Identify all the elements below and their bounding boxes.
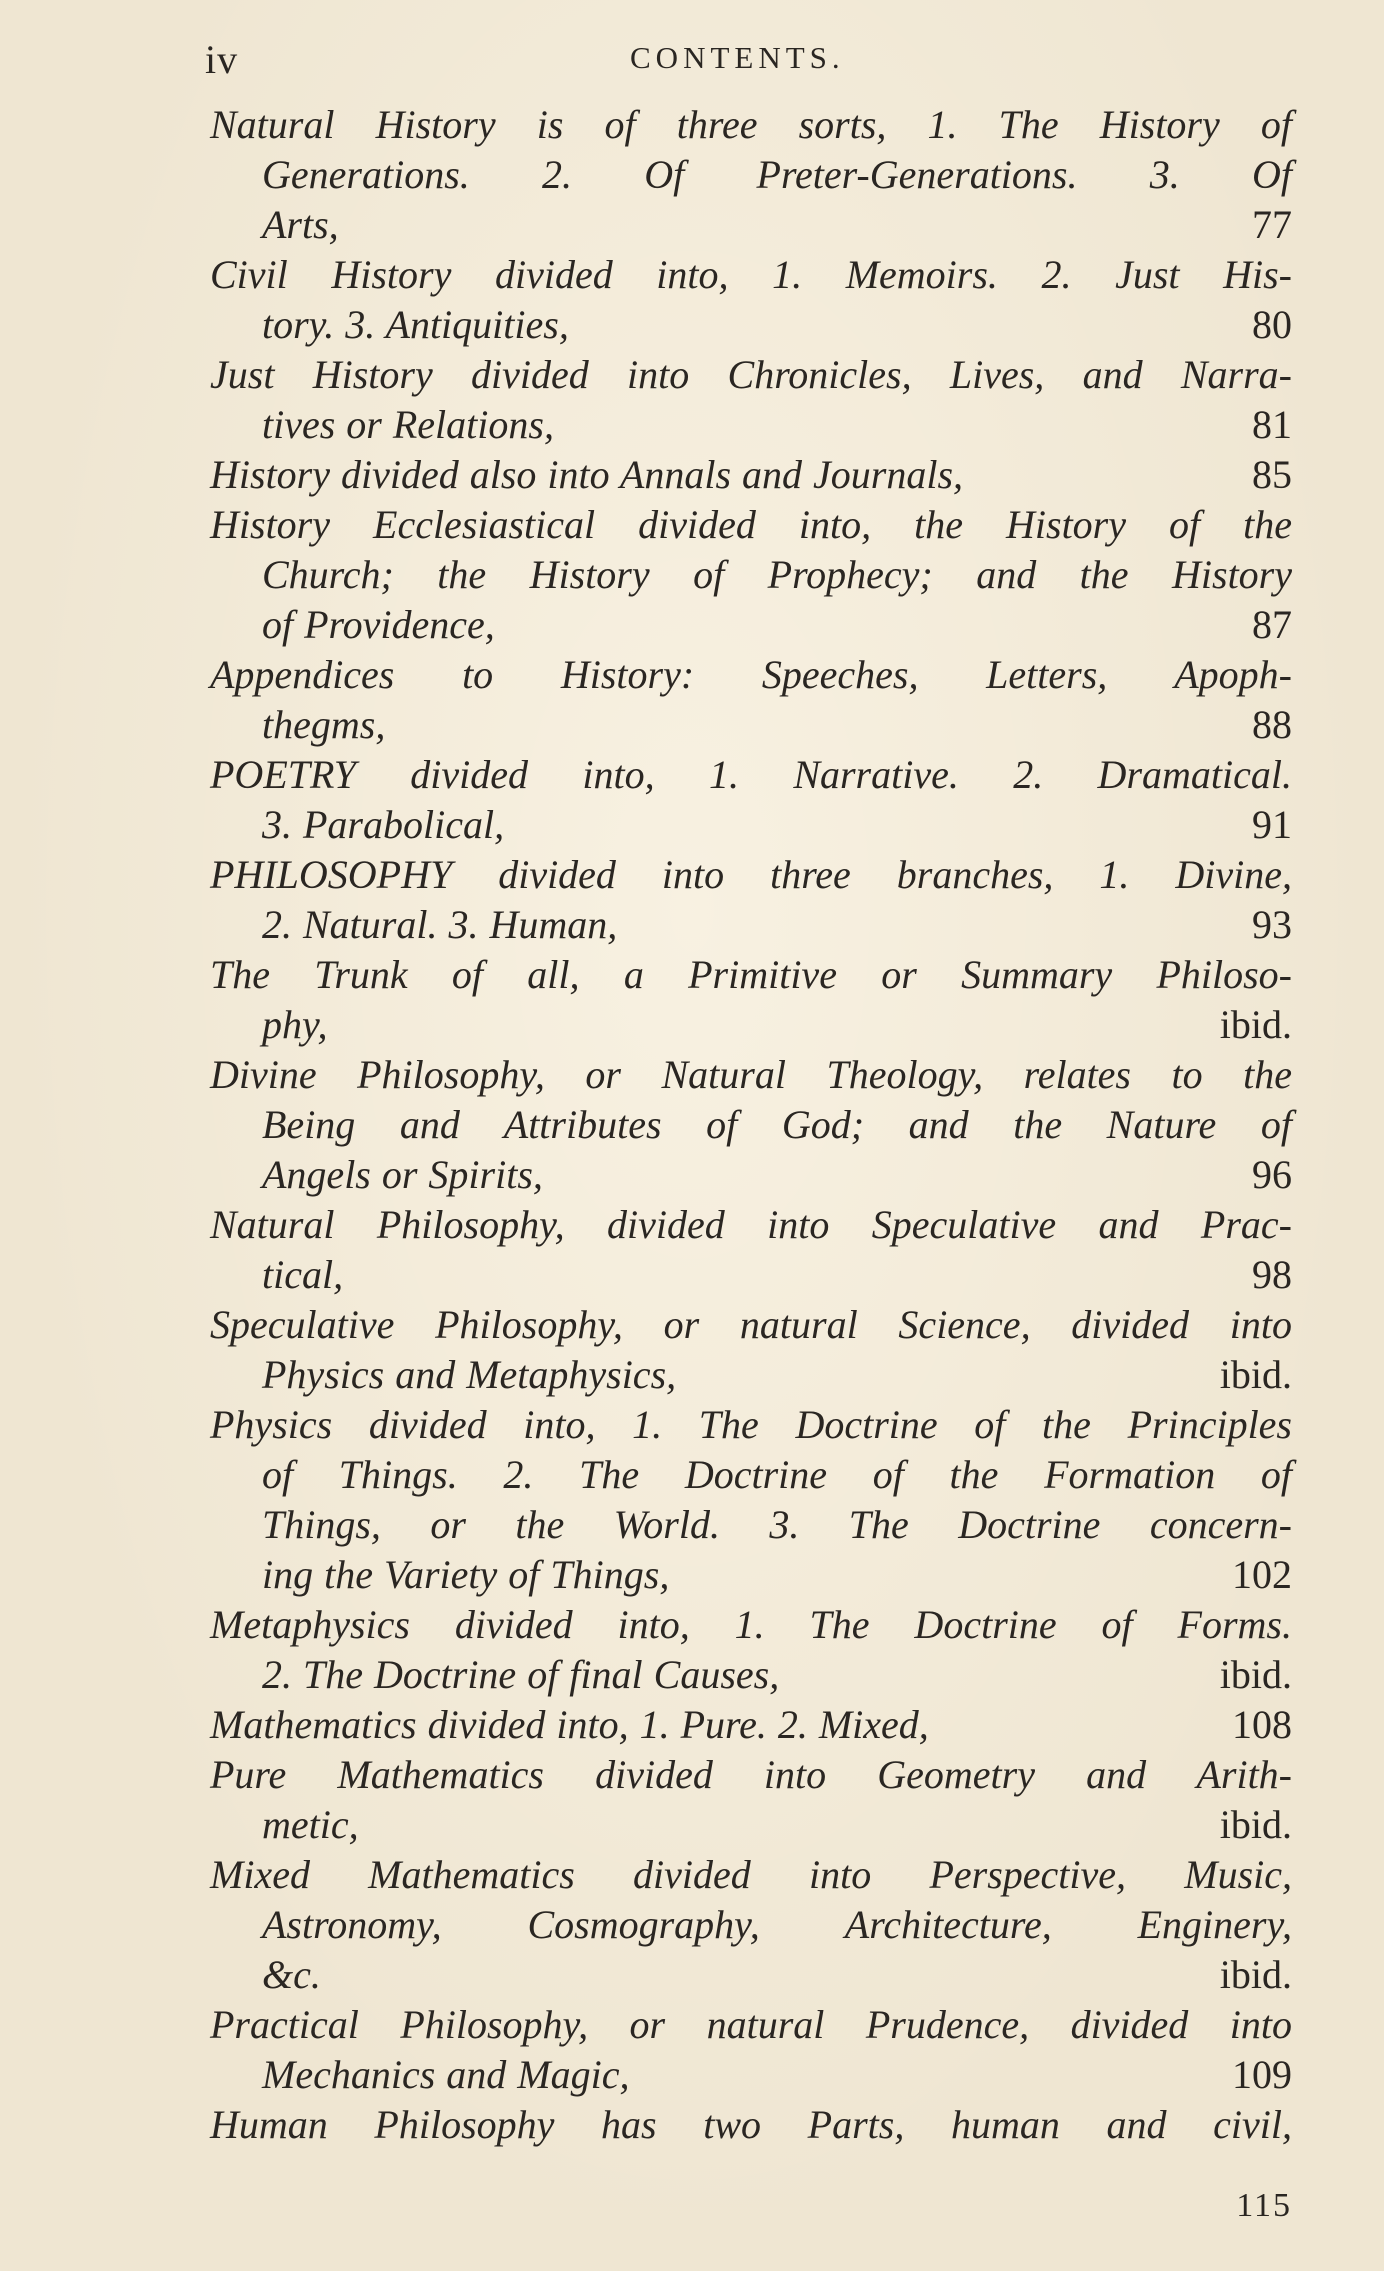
entry-line [210,900,1292,950]
entry-line [210,700,1292,750]
contents-list [210,100,1292,2150]
entry-text: tory. 3. Antiquities, [262,302,569,347]
entry-line: Natural History is of three sorts, 1. The History of [210,102,1292,147]
entry-line: Being and Attributes of God; and the Nature of [262,1102,1292,1147]
entry-line: of Things. 2. The Doctrine of the Formation of [262,1452,1292,1497]
entry-line [210,1000,1292,1050]
entry-text: thegms, [262,702,386,747]
entry-page-number: ibid. [1219,1952,1292,1997]
entry-line [210,800,1292,850]
contents-entry [210,650,1292,750]
entry-line: Divine Philosophy, or Natural Theology, relates to the [210,1052,1292,1097]
entry-line: Generations. 2. Of Preter-Generations. 3. Of [262,152,1292,197]
page-number: iv [205,37,239,82]
entry-text: Mechanics and Magic, [262,2052,630,2097]
contents-entry [210,2100,1292,2150]
contents-entry [210,1050,1292,1200]
entry-line: Physics divided into, 1. The Doctrine of the Principles [210,1402,1292,1447]
entry-page-number: 115 [1236,2187,1292,2224]
entry-text: Angels or Spirits, [262,1152,543,1197]
entry-text: 2. Natural. 3. Human, [262,902,618,947]
entry-line [210,1700,1292,1750]
contents-entry [210,350,1292,450]
entry-line [210,2050,1292,2100]
entry-line: Pure Mathematics divided into Geometry and Arith- [210,1752,1292,1797]
entry-line: POETRY divided into, 1. Narrative. 2. Dramatical. [210,752,1292,797]
entry-line: Human Philosophy has two Parts, human and civil, [210,2102,1292,2147]
entry-line: Things, or the World. 3. The Doctrine concern- [262,1502,1292,1547]
entry-text: Physics and Metaphysics, [262,1352,677,1397]
entry-text: tical, [262,1252,344,1297]
entry-page-number: 109 [1232,2052,1292,2097]
contents-entry [210,1300,1292,1400]
contents-entry [210,1200,1292,1300]
entry-page-number: 102 [1232,1552,1292,1597]
contents-entry [210,1600,1292,1700]
entry-page-number: 108 [1232,1702,1292,1747]
entry-line [210,450,1292,500]
contents-entry [210,500,1292,650]
contents-entry [210,1400,1292,1600]
entry-page-number: 91 [1252,802,1292,847]
entry-line [210,1350,1292,1400]
entry-line [210,1150,1292,1200]
entry-text: Mathematics divided into, 1. Pure. 2. Mixed, [210,1702,929,1747]
entry-text: 3. Parabolical, [262,802,505,847]
entry-line: Astronomy, Cosmography, Architecture, Enginery, [262,1902,1292,1947]
entry-page-number: 98 [1252,1252,1292,1297]
entry-page-number: 88 [1252,702,1292,747]
entry-page-number: ibid. [1219,1802,1292,1847]
entry-line: Metaphysics divided into, 1. The Doctrine of Forms. [210,1602,1292,1647]
contents-entry [210,750,1292,850]
entry-line: Appendices to History: Speeches, Letters, Apoph- [210,652,1292,697]
entry-line [210,1250,1292,1300]
entry-line [210,1800,1292,1850]
entry-line: Practical Philosophy, or natural Prudence, divided into [210,2002,1292,2047]
entry-line [210,200,1292,250]
entry-text: &c. [262,1952,321,1997]
entry-line [210,1650,1292,1700]
entry-line: Civil History divided into, 1. Memoirs. 2. Just His- [210,252,1292,297]
entry-line: Mixed Mathematics divided into Perspective, Music, [210,1852,1292,1897]
entry-line: History Ecclesiastical divided into, the History of the [210,502,1292,547]
running-title: CONTENTS. [630,40,845,75]
entry-text: 2. The Doctrine of final Causes, [262,1652,780,1697]
entry-line [210,300,1292,350]
entry-line: Just History divided into Chronicles, Lives, and Narra- [210,352,1292,397]
entry-line [210,600,1292,650]
entry-line [210,400,1292,450]
entry-page-number: 93 [1252,902,1292,947]
entry-text: tives or Relations, [262,402,554,447]
contents-entry [210,950,1292,1050]
contents-entry [210,450,1292,500]
entry-page-number: 81 [1252,402,1292,447]
entry-line: Natural Philosophy, divided into Speculative and Prac- [210,1202,1292,1247]
contents-entry [210,100,1292,250]
entry-line [210,1950,1292,2000]
contents-entry [210,1750,1292,1850]
contents-entry [210,250,1292,350]
entry-line: The Trunk of all, a Primitive or Summary Philoso- [210,952,1292,997]
contents-entry [210,1700,1292,1750]
contents-entry [210,2000,1292,2100]
entry-text: History divided also into Annals and Journals, [210,452,964,497]
entry-page-number: 77 [1252,202,1292,247]
entry-page-number: ibid. [1219,1352,1292,1397]
entry-line: PHILOSOPHY divided into three branches, 1. Divine, [210,852,1292,897]
page-header [205,36,1290,86]
entry-text: metic, [262,1802,359,1847]
entry-line: Church; the History of Prophecy; and the History [262,552,1292,597]
entry-line: Speculative Philosophy, or natural Science, divided into [210,1302,1292,1347]
contents-entry [210,850,1292,950]
entry-page-number: ibid. [1219,1002,1292,1047]
entry-page-number: 80 [1252,302,1292,347]
entry-text: phy, [262,1002,328,1047]
entry-page-number: 87 [1252,602,1292,647]
entry-text: Arts, [262,202,339,247]
entry-text: ing the Variety of Things, [262,1552,670,1597]
entry-page-number: 85 [1252,452,1292,497]
entry-page-number: ibid. [1219,1652,1292,1697]
entry-text: of Providence, [262,602,495,647]
entry-page-number: 96 [1252,1152,1292,1197]
entry-line [210,1550,1292,1600]
contents-entry [210,1850,1292,2000]
